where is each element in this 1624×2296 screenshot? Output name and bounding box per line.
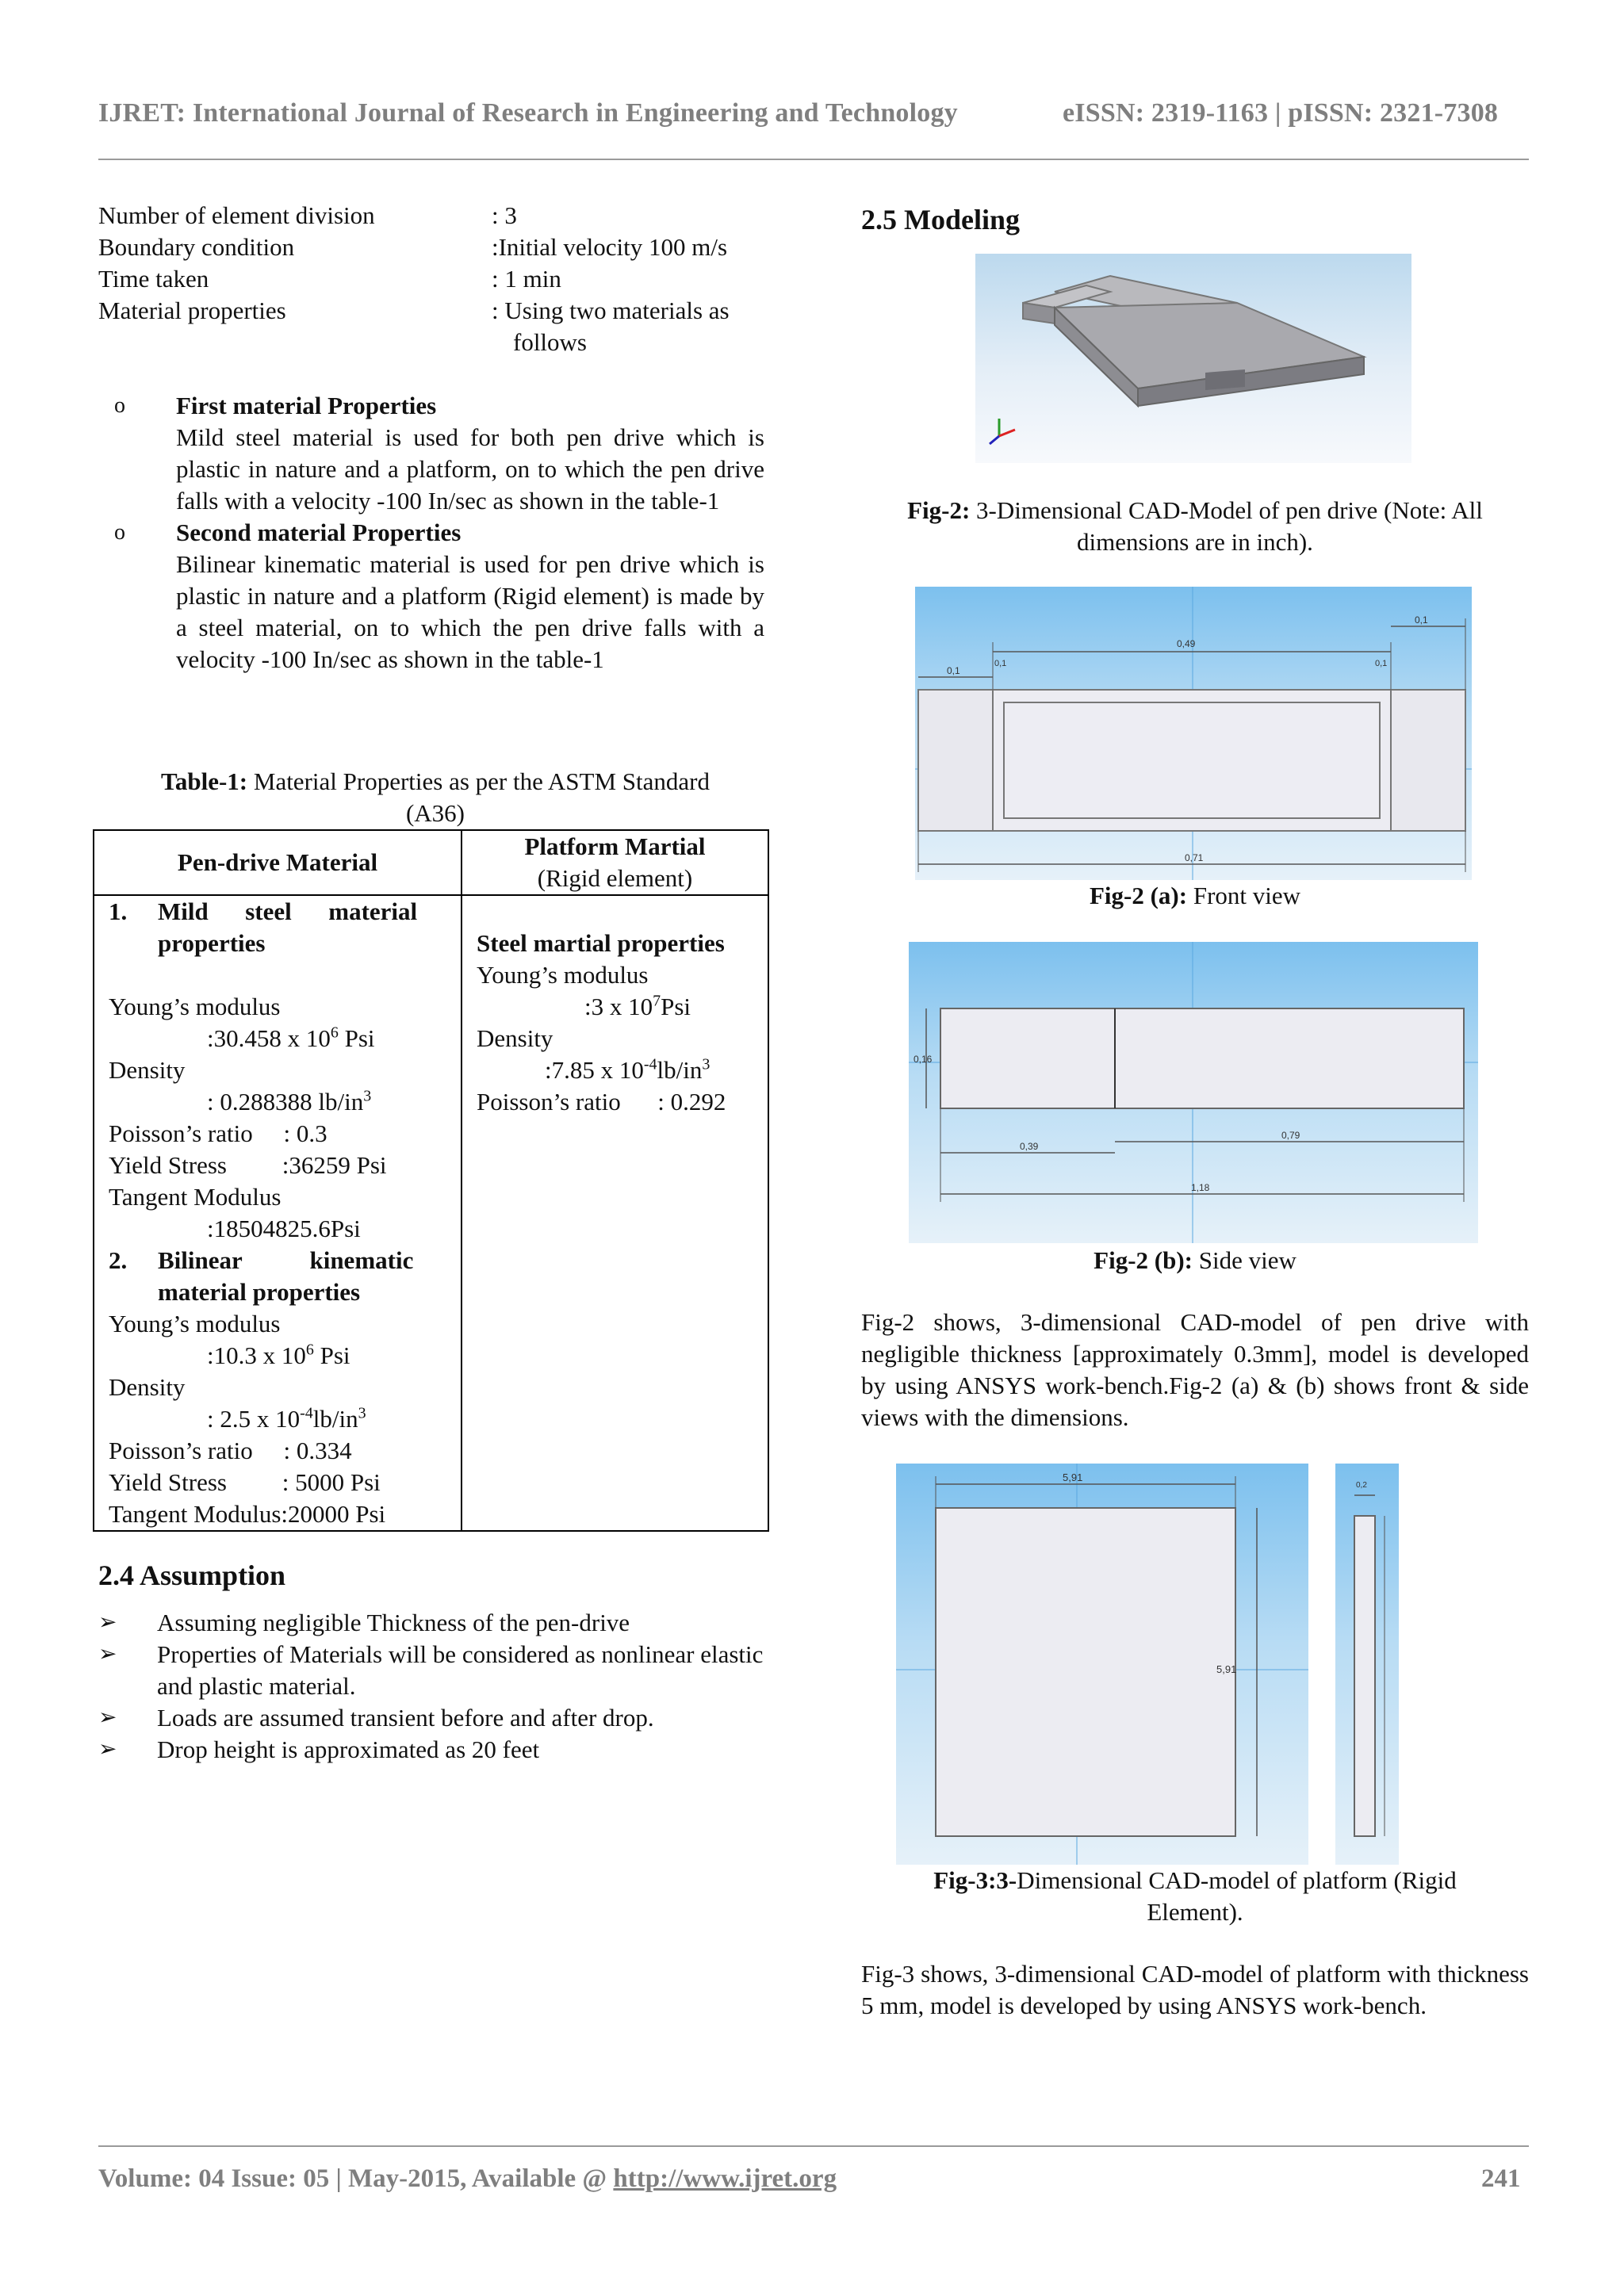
property-label: Density: [477, 1024, 553, 1052]
param-row: [98, 263, 772, 295]
figure-caption-text: Side view: [1192, 1246, 1297, 1274]
figure-caption: [861, 1865, 1529, 1928]
property-row: Yield Stress :36259 Psi: [109, 1151, 387, 1179]
page-number: 241: [1481, 2164, 1521, 2193]
property-value: :30.458 x $10^6$ Psi: [207, 1024, 375, 1052]
material-body: Mild steel material is used for both pen drive which is plastic in nature and a platform, on to which the pen drive falls with a velocity -100 In/sec as shown in the table-1: [176, 423, 764, 515]
property-row: Tangent Modulus:20000 Psi: [109, 1500, 386, 1528]
dim-label: 0,2: [1356, 1481, 1367, 1490]
table-header-cell: [94, 830, 462, 895]
list-item: ➢ Drop height is approximated as 20 feet: [98, 1734, 764, 1766]
table-header-cell: [462, 830, 768, 895]
section-number: 2.: [109, 1246, 128, 1274]
dim-label: 0,1: [947, 665, 960, 676]
issn: eISSN: 2319-1163 | pISSN: 2321-7308: [1063, 98, 1499, 128]
list-item: ➢ Properties of Materials will be considered as nonlinear elastic and plastic material.: [98, 1640, 764, 1700]
paragraph: Fig-2 shows, 3-dimensional CAD-model of pen drive with negligible thickness [approximately 0.3mm], model is developed by using ANSYS work-bench.Fig-2 (a) & (b) shows front & side views with the dimensions.: [861, 1308, 1529, 1431]
list-item: ➢ Loads are assumed transient before and after drop.: [98, 1702, 764, 1734]
param-label: Number of element division: [98, 201, 375, 229]
property-value: : 2.5 x $10^{-4}lb/in^3$: [207, 1404, 366, 1433]
dim-label: 5,91: [1216, 1663, 1237, 1675]
property-label: Tangent Modulus: [109, 1183, 282, 1211]
arrow-bullet-icon: ➢: [98, 1737, 117, 1762]
dim-label: 0,1: [1375, 659, 1388, 668]
platform-side-figure: [1335, 1464, 1399, 1865]
material-table: [93, 829, 769, 1532]
param-value: : 3: [492, 201, 517, 229]
platform-front-figure: [896, 1464, 1308, 1865]
arrow-bullet-icon: ➢: [98, 1705, 117, 1730]
col2-subheader: (Rigid element): [537, 864, 693, 892]
material-list: [98, 390, 764, 675]
property-row: Poisson’s ratio : 0.334: [109, 1437, 352, 1464]
property-value: :18504825.6Psi: [207, 1215, 361, 1242]
figure-caption-text: Dimensional CAD-model of platform (Rigid: [1017, 1866, 1457, 1894]
section-heading: 2.4 Assumption: [98, 1559, 286, 1591]
paragraph: Fig-3 shows, 3-dimensional CAD-model of platform with thickness 5 mm, model is developed by using ANSYS work-bench.: [861, 1960, 1529, 2019]
section-title-cont: properties: [158, 929, 266, 957]
figure-label: Fig-2 (b):: [1094, 1246, 1193, 1274]
property-value: :3 x $10^7Psi$: [584, 992, 691, 1020]
journal-title: IJRET: International Journal of Research in Engineering and Technology: [98, 98, 958, 128]
footer-rule: [98, 2145, 1529, 2147]
list-item: [98, 390, 764, 517]
property-value: : 0.288388 $lb/in^3$: [207, 1087, 372, 1115]
table-cell-left: [94, 895, 462, 1531]
bullet-marker: o: [114, 393, 125, 418]
material-title: Second material Properties: [176, 519, 462, 546]
param-row: [98, 232, 772, 263]
param-value-cont: follows: [513, 328, 587, 356]
dim-label: 0,1: [1415, 614, 1428, 626]
list-item: [98, 517, 764, 675]
section-title: Mild steel material: [158, 897, 418, 925]
assumption-list: [98, 1607, 764, 1766]
property-row: Poisson’s ratio : 0.292: [477, 1088, 726, 1115]
side-view-figure: [909, 942, 1478, 1243]
front-view-figure: [915, 587, 1472, 880]
figure-caption-text: 3-Dimensional CAD-Model of pen drive (Note: All: [970, 496, 1483, 524]
param-label: Boundary condition: [98, 233, 295, 261]
material-body: Bilinear kinematic material is used for pen drive which is plastic in nature and a platform (Rigid element) is made by a steel material, on to which the pen drive falls with a velocity -100 In/sec as shown in the table-1: [176, 550, 764, 673]
figure-caption-cont: dimensions are in inch).: [1077, 528, 1313, 556]
table-caption-label: Table-1:: [161, 767, 248, 795]
arrow-bullet-icon: ➢: [98, 1642, 117, 1667]
property-label: Young’s modulus: [109, 1310, 281, 1337]
section-title: Bilinear kinematic: [158, 1246, 414, 1274]
param-label: Material properties: [98, 297, 286, 324]
figure-caption: [861, 495, 1529, 558]
parameter-list: [98, 200, 772, 358]
table-caption-cont: (A36): [405, 799, 465, 827]
param-value: :Initial velocity 100 m/s: [492, 233, 728, 261]
property-label: Young’s modulus: [109, 993, 281, 1020]
figure-caption: [861, 880, 1529, 912]
dim-label: 0,79: [1281, 1130, 1300, 1141]
material-title: First material Properties: [176, 392, 437, 419]
arrow-bullet-icon: ➢: [98, 1610, 117, 1635]
property-label: Density: [109, 1373, 186, 1401]
list-item: ➢ Assuming negligible Thickness of the pen-drive: [98, 1607, 764, 1639]
figure-label: Fig-2 (a):: [1089, 882, 1188, 909]
bullet-marker: o: [114, 520, 125, 545]
param-label: Time taken: [98, 265, 209, 293]
table-cell-right: [462, 895, 768, 1531]
dim-label: 1,18: [1191, 1182, 1210, 1193]
section-number: 1.: [109, 897, 128, 925]
param-row: [98, 200, 772, 232]
figure-label: Fig-3:3-: [933, 1866, 1017, 1894]
property-label: Young’s modulus: [477, 961, 649, 989]
property-value: :7.85 x $10^{-4}lb/in^3$: [545, 1055, 710, 1084]
footer-link[interactable]: http://www.ijret.org: [613, 2164, 837, 2193]
dim-label: 0,39: [1020, 1141, 1039, 1152]
dim-label: 0,16: [914, 1054, 933, 1065]
footer-volume: Volume: 04 Issue: 05 | May-2015, Available @: [98, 2164, 614, 2193]
param-row: [98, 327, 772, 358]
section-title: Steel martial properties: [477, 929, 725, 957]
figure-caption: [861, 1245, 1529, 1276]
dim-label: 5,91: [1063, 1471, 1083, 1483]
col1-header: Pen-drive Material: [177, 848, 378, 876]
header-rule: [98, 159, 1529, 160]
table-caption: [98, 766, 772, 829]
param-value: : 1 min: [492, 265, 561, 293]
param-row: [98, 295, 772, 327]
figure-caption-cont: Element).: [1147, 1898, 1243, 1926]
dim-label: 0,71: [1185, 852, 1204, 863]
col2-header: Platform Martial: [524, 832, 706, 860]
figure-label: Fig-2:: [907, 496, 971, 524]
footer-info: [98, 2164, 837, 2194]
section-title-cont: material properties: [158, 1278, 361, 1306]
dim-label: 0,49: [1177, 638, 1196, 649]
table-caption-text: Material Properties as per the ASTM Standard: [247, 767, 710, 795]
pen-drive-3d-figure: [975, 254, 1411, 463]
property-row: Poisson’s ratio : 0.3: [109, 1119, 327, 1147]
property-value: :10.3 x $10^6$ Psi: [207, 1341, 350, 1369]
section-heading: 2.5 Modeling: [861, 204, 1021, 235]
property-row: Yield Stress : 5000 Psi: [109, 1468, 381, 1496]
param-value: : Using two materials as: [492, 297, 730, 324]
dim-label: 0,1: [994, 659, 1007, 668]
figure-caption-text: Front view: [1187, 882, 1301, 909]
property-label: Density: [109, 1056, 186, 1084]
